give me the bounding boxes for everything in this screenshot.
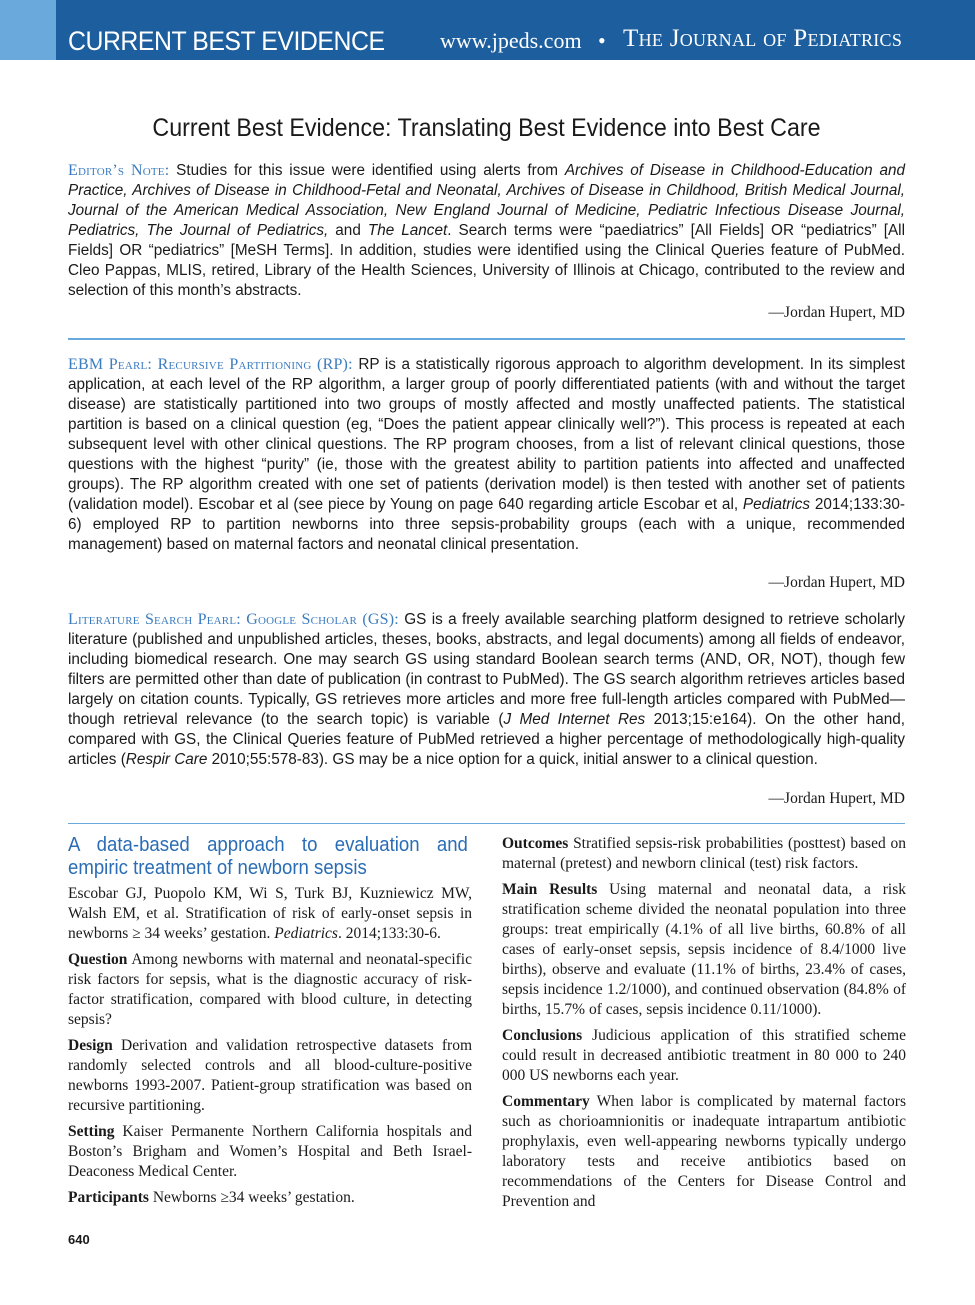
lit-pearl-signature: —Jordan Hupert, MD <box>768 790 905 807</box>
article-citation <box>68 884 472 944</box>
article-outcomes <box>502 834 906 874</box>
article-left-column <box>68 834 472 1214</box>
design-label: Design <box>68 1037 113 1054</box>
journal-pediatrics: Pediatrics <box>742 496 811 513</box>
article-divider <box>68 823 905 824</box>
page-number: 640 <box>68 1232 90 1247</box>
outcomes-label: Outcomes <box>502 835 569 852</box>
editors-note-signature: —Jordan Hupert, MD <box>768 304 905 321</box>
article-title: A data-based approach to evaluation and empiric treatment of newborn sepsis <box>68 834 468 879</box>
lit-pearl-text: GS is a freely available searching platform designed to retrieve scholarly literature (published and unpublished articles, theses, books, abstracts, and legal documents) among all fields of endeavor, including biomedical research. One may search GS using standard Boolean search terms (AND, OR, NOT), though few filters are permitted other than date of publication (in contrast to PubMed). The GS search algorithm retrieves articles based largely on citation counts. Typically, GS retrieves more articles and more free full-length articles compared with PubMed—though retrieval relevance (to the search topic) is variable ( <box>68 611 905 728</box>
lit-search-pearl <box>68 610 905 770</box>
journal-lancet: The Lancet <box>367 222 448 239</box>
results-label: Main Results <box>502 881 598 898</box>
journal-list: Archives of Disease in Childhood-Education and Practice, Archives of Disease in Childhood-Fetal and Neonatal, Archives of Disease in Childhood, British Medical Journal, Journal of the American Medical Association, New England Journal of Medicine, Pediatric Infectious Disease Journal, Pediatrics, The Journal of Pediatrics, <box>68 162 906 239</box>
bullet-separator: • <box>598 28 606 53</box>
citation-authors: Escobar GJ, Puopolo KM, Wi S, Turk BJ, Kuzniewicz MW, Walsh EM, et al. Stratification of risk of early-onset sepsis in newborns ≥ 34 weeks’ gestation. <box>68 885 472 942</box>
journal-name: The Journal of Pediatrics <box>623 25 903 52</box>
question-label: Question <box>68 951 128 968</box>
article-conclusions <box>502 1026 906 1086</box>
commentary-label: Commentary <box>502 1093 590 1110</box>
outcomes-text: Stratified sepsis-risk probabilities (posttest) based on maternal (pretest) and newborn clinical (test) risk factors. <box>502 835 906 872</box>
article-design <box>68 1036 472 1116</box>
citation-volume: . 2014;133:30-6. <box>337 925 441 942</box>
setting-text: Kaiser Permanente Northern California hospitals and Boston’s Brigham and Women’s Hospital and Beth Israel-Deaconess Medical Center. <box>68 1123 472 1180</box>
section-divider <box>68 338 905 340</box>
conclusions-text: Judicious application of this stratified scheme could result in decreased antibiotic treatment in 80 000 to 240 000 US newborns each year. <box>502 1027 906 1084</box>
design-text: Derivation and validation retrospective datasets from randomly selected controls and all blood-culture-positive newborns 1993-2007. Patient-group stratification was based on recursive partitioning. <box>68 1037 472 1114</box>
lit-pearl-text-continued: 2013;15:e164). On the other hand, compared with GS, the Clinical Queries feature of PubMed retrieved a higher percentage of methodologically high-quality articles ( <box>68 711 906 768</box>
editors-note-text-continued: . Search terms were “paediatrics” [All Fields] OR “pediatrics” [All Fields] OR “pediatrics” [MeSH Terms]. In addition, studies were identified using the Clinical Queries feature of PubMed. Cleo Pappas, MLIS, retired, Library of the Health Sciences, University of Illinois at Chicago, contributed to the review and selection of this month’s abstracts. <box>68 222 905 299</box>
page-title: Current Best Evidence: Translating Best Evidence into Best Care <box>152 114 821 142</box>
header-banner <box>0 0 975 60</box>
results-text: Using maternal and neonatal data, a risk stratification scheme divided the neonatal population into three groups: treat empirically (4.1% of all live births, 60.8% of all cases of early-onset sepsis, sepsis incidence of 8.4/1000 live births), observe and evaluate (11.1% of births, 23.4% of cases, sepsis incidence 1.2/1000), and continued observation (84.8% of births, 15.7% of cases, sepsis incidence 0.11/1000). <box>502 881 906 1018</box>
ebm-pearl <box>68 355 905 555</box>
ebm-pearl-label: EBM Pearl: Recursive Partitioning (RP): <box>68 356 353 373</box>
conjunction: and <box>328 222 368 239</box>
participants-text: Newborns ≥34 weeks’ gestation. <box>148 1189 355 1206</box>
conclusions-label: Conclusions <box>502 1027 583 1044</box>
setting-label: Setting <box>68 1123 115 1140</box>
article-commentary <box>502 1092 906 1212</box>
article-question <box>68 950 472 1030</box>
lit-pearl-text-end: 2010;55:578-83). GS may be a nice option for a quick, initial answer to a clinical question. <box>207 751 818 768</box>
editors-note <box>68 161 905 301</box>
journal-respir-care: Respir Care <box>125 751 208 768</box>
ebm-pearl-signature: —Jordan Hupert, MD <box>768 574 905 591</box>
lit-search-pearl-label: Literature Search Pearl: Google Scholar (GS): <box>68 611 399 628</box>
editors-note-text: Studies for this issue were identified using alerts from <box>169 162 565 179</box>
article-setting <box>68 1122 472 1182</box>
banner-accent-block <box>0 0 56 60</box>
participants-label: Participants <box>68 1189 149 1206</box>
article-right-column <box>502 834 906 1218</box>
commentary-text: When labor is complicated by maternal factors such as chorioamnionitis or inadequate intrapartum antibiotic prophylaxis, even well-appearing newborns typically undergo laboratory tests and receive antibiotics based on recommendations of the Centers for Disease Control and Prevention and <box>502 1093 906 1210</box>
editors-note-label: Editor’s Note: <box>68 162 170 179</box>
question-text: Among newborns with maternal and neonatal-specific risk factors for sepsis, what is the diagnostic accuracy of risk-factor stratification, compared with blood culture, in detecting sepsis? <box>68 951 472 1028</box>
ebm-pearl-text: RP is a statistically rigorous approach to algorithm development. In its simplest application, at each level of the RP algorithm, a larger group of poorly differentiated patients (with and without the target disease) are statistically partitioned into two groups of mostly affected and mostly unaffected patients. The statistical partition is based on a clinical question (eg, “Does the patient appear clinically well?”). This process is repeated at each subsequent level with other clinical questions. The RP program chooses, from a list of relevant clinical questions, those questions with the highest “purity” (ie, those with the greatest ability to partition patients into affected and unaffected groups). The RP algorithm created with one set of patients (derivation model) is then tested with another set of patients (validation model). Escobar et al (see piece by Young on page 640 regarding article Escobar et al, <box>68 356 905 513</box>
article-participants <box>68 1188 472 1208</box>
journal-jmir: J Med Internet Res <box>503 711 646 728</box>
ebm-pearl-text-continued: 2014;133:30-6) employed RP to partition newborns into three sepsis-probability groups (each with a unique, recommended management) based on maternal factors and neonatal clinical presentation. <box>68 496 905 553</box>
journal-url[interactable]: www.jpeds.com <box>440 28 582 53</box>
citation-journal: Pediatrics <box>274 925 338 942</box>
section-label: CURRENT BEST EVIDENCE <box>68 26 385 56</box>
article-main-results <box>502 880 906 1020</box>
